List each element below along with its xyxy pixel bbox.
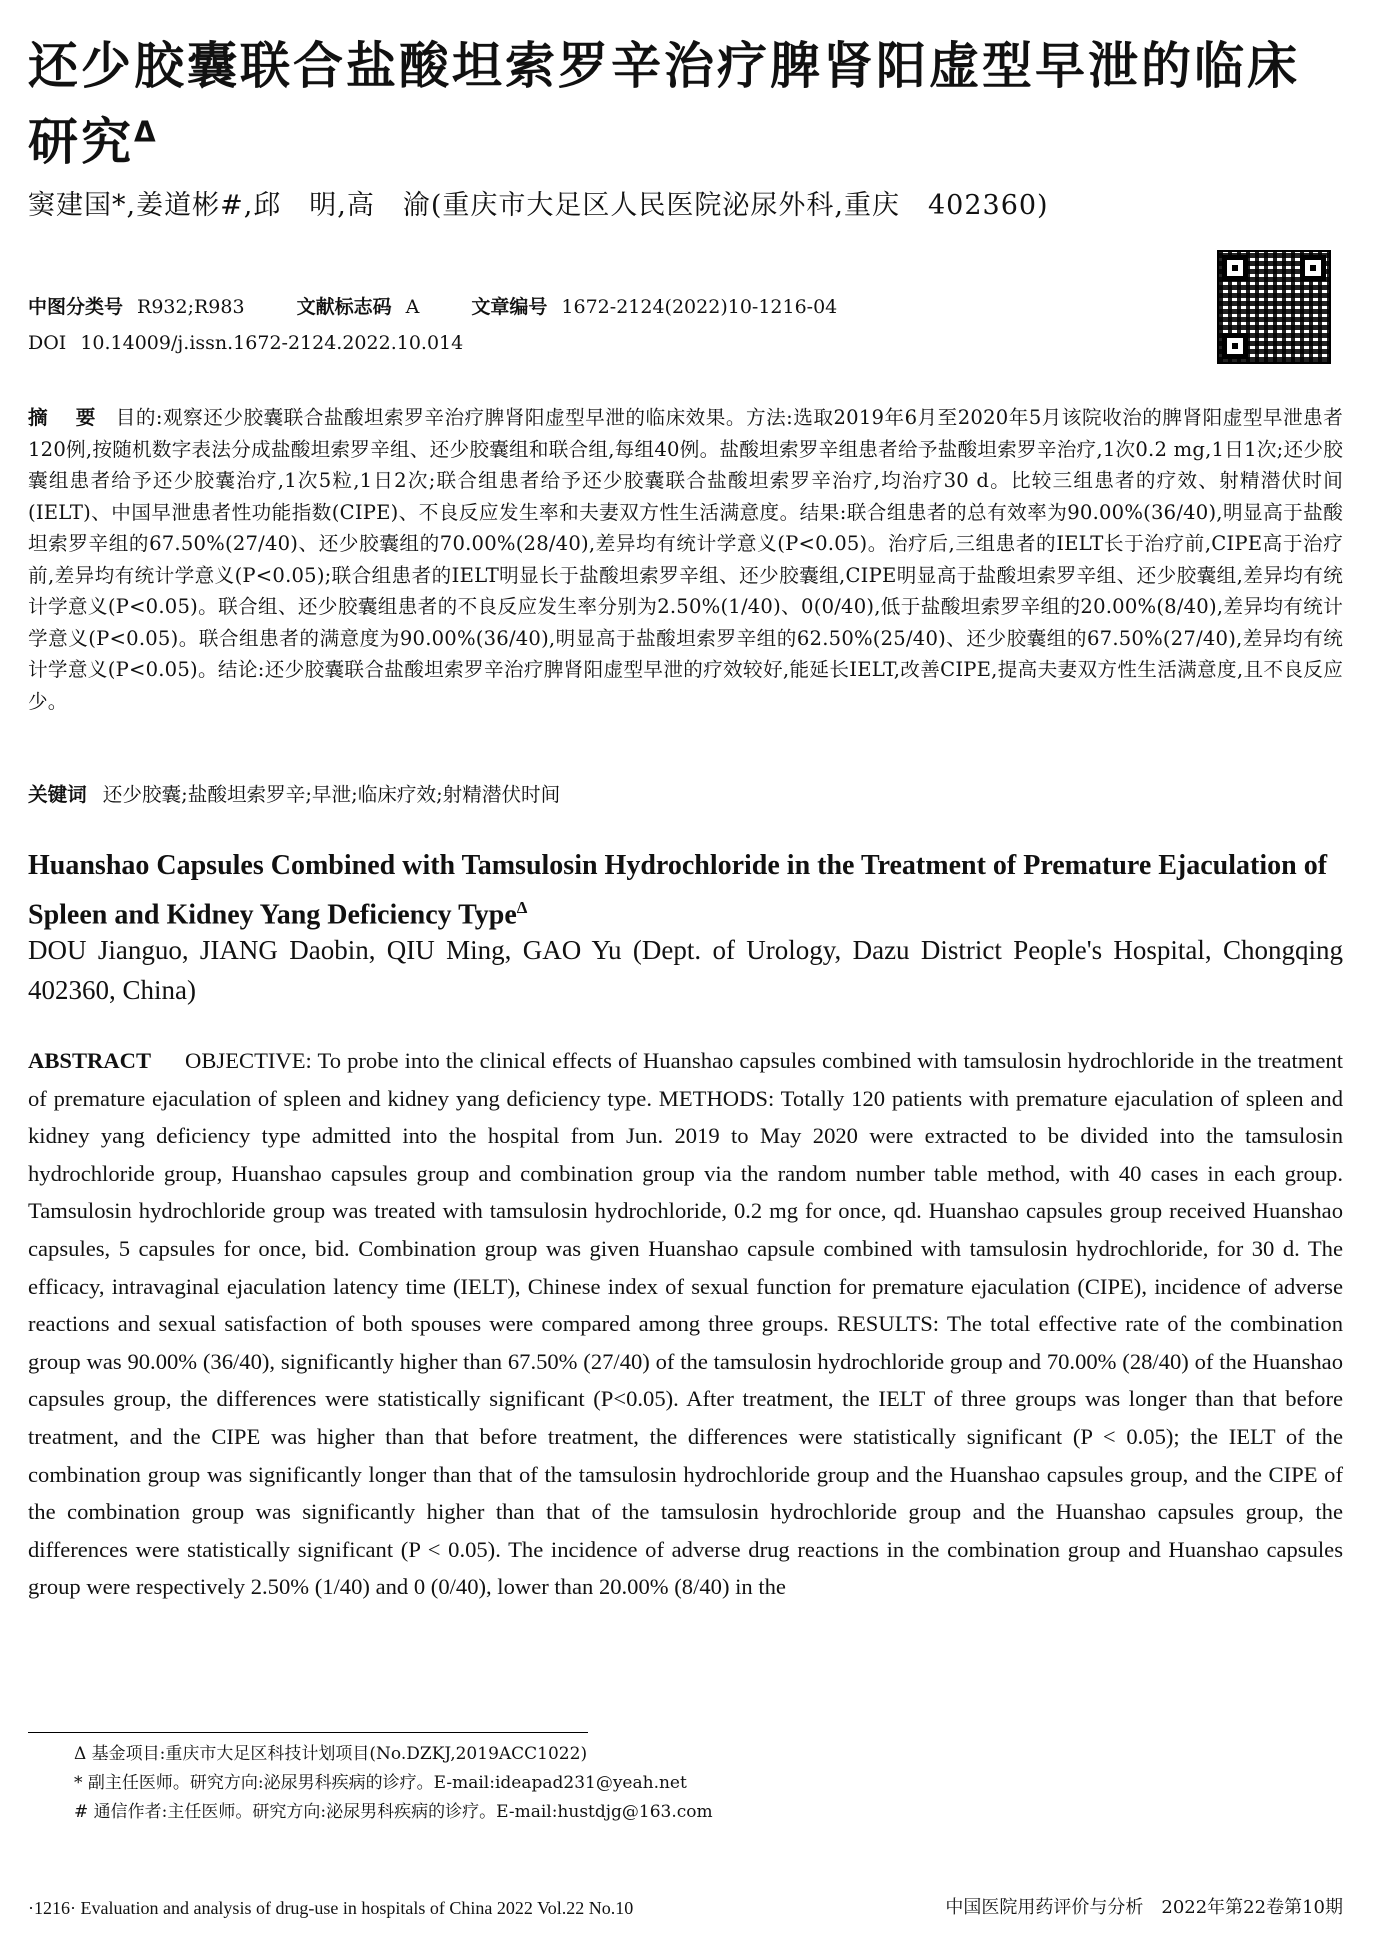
chinese-title <box>28 0 1343 180</box>
english-abstract-label: ABSTRACT <box>28 1048 152 1073</box>
qr-finder-top-right <box>1300 255 1326 281</box>
footer-journal-english: ·1216· Evaluation and analysis of drug-use in hospitals of China 2022 Vol.22 No.10 <box>28 1898 634 1918</box>
article-page <box>28 0 1343 1940</box>
footnote-first-author: * 副主任医师。研究方向:泌尿男科疾病的诊疗。E-mail:ideapad231@yeah.net <box>74 1773 687 1793</box>
clc-value: R932;R983 <box>137 296 245 318</box>
chinese-abstract-text: 目的:观察还少胶囊联合盐酸坦索罗辛治疗脾肾阳虚型早泄的临床效果。方法:选取2019年6月至2020年5月该院收治的脾肾阳虚型早泄患者120例,按随机数字表法分成盐酸坦索罗辛组、还少胶囊组和联合组,每组40例。盐酸坦索罗辛组患者给予盐酸坦索罗辛治疗,1次0.2 mg,1日1次;还少胶囊组患者给予还少胶囊治疗,1次5粒,1日2次;联合组患者给予还少胶囊联合盐酸坦索罗辛治疗,均治疗30 d。比较三组患者的疗效、射精潜伏时间(IELT)、中国早泄患者性功能指数(CIPE)、不良反应发生率和夫妻双方性生活满意度。结果:联合组患者的总有效率为90.00%(36/40),明显高于盐酸坦索罗辛组的67.50%(27/40)、还少胶囊组的70.00%(28/40),差异均有统计学意义(P<0.05)。治疗后,三组患者的IELT长于治疗前,CIPE高于治疗前,差异均有统计学意义(P<0.05);联合组患者的IELT明显长于盐酸坦索罗辛组、还少胶囊组,CIPE明显高于盐酸坦索罗辛组、还少胶囊组,差异均有统计学意义(P<0.05)。联合组、还少胶囊组患者的不良反应发生率分别为2.50%(1/40)、0(0/40),低于盐酸坦索罗辛组的20.00%(8/40),差异均有统计学意义(P<0.05)。联合组患者的满意度为90.00%(36/40),明显高于盐酸坦索罗辛组的62.50%(25/40)、还少胶囊组的67.50%(27/40),差异均有统计学意义(P<0.05)。结论:还少胶囊联合盐酸坦索罗辛治疗脾肾阳虚型早泄的疗效较好,能延长IELT,改善CIPE,提高夫妻双方性生活满意度,且不良反应少。 <box>28 406 1344 713</box>
article-no-label: 文章编号 <box>471 296 548 318</box>
doi-value: 10.14009/j.issn.1672-2124.2022.10.014 <box>80 332 464 354</box>
english-title-fund-mark: Δ <box>516 898 528 917</box>
clc-label: 中图分类号 <box>28 296 124 318</box>
doc-code-label: 文献标志码 <box>296 296 392 318</box>
doc-code-value: A <box>405 296 420 318</box>
footnote-corresponding-author: # 通信作者:主任医师。研究方向:泌尿男科疾病的诊疗。E-mail:hustdjg@163.com <box>74 1802 713 1822</box>
english-authors: DOU Jianguo, JIANG Daobin, QIU Ming, GAO Yu (Dept. of Urology, Dazu District People's Hospital, Chongqing 402360, China) <box>28 935 1343 1005</box>
article-no-value: 1672-2124(2022)10-1216-04 <box>561 296 838 318</box>
qr-code-icon[interactable] <box>1217 250 1331 364</box>
doi-label: DOI <box>28 332 67 354</box>
chinese-keywords-label: 关键词 <box>28 783 87 806</box>
footnotes <box>74 1740 713 1827</box>
article-meta-row-2 <box>28 330 509 356</box>
qr-finder-bottom-left <box>1222 333 1248 359</box>
footnote-fund: Δ 基金项目:重庆市大足区科技计划项目(No.DZKJ,2019ACC1022) <box>74 1744 588 1764</box>
article-meta-row-1 <box>28 294 883 320</box>
english-abstract-text: OBJECTIVE: To probe into the clinical effects of Huanshao capsules combined with tamsulosin hydrochloride in the treatment of premature ejaculation of spleen and kidney yang deficiency type. METHODS: Totally 120 patients with premature ejaculation of spleen and kidney yang deficiency type admitted into the hospital from Jun. 2019 to May 2020 were extracted to be divided into the tamsulosin hydrochloride group, Huanshao capsules group and combination group via the random number table method, with 40 cases in each group. Tamsulosin hydrochloride group was treated with tamsulosin hydrochloride, 0.2 mg for once, qd. Huanshao capsules group received Huanshao capsules, 5 capsules for once, bid. Combination group was given Huanshao capsule combined with tamsulosin hydrochloride, for 30 d. The efficacy, intravaginal ejaculation latency time (IELT), Chinese index of sexual function for premature ejaculation (CIPE), incidence of adverse reactions and sexual satisfaction of both spouses were compared among three groups. RESULTS: The total effective rate of the combination group was 90.00% (36/40), significantly higher than 67.50% (27/40) of the tamsulosin hydrochloride group and 70.00% (28/40) of the Huanshao capsules group, the differences were statistically significant (P<0.05). After treatment, the IELT of three groups was longer than that before treatment, and the CIPE was higher than that before treatment, the differences were statistically significant (P < 0.05); the IELT of the combination group was significantly longer than that of the tamsulosin hydrochloride group and the Huanshao capsules group, and the CIPE of the combination group was significantly higher than that of the tamsulosin hydrochloride group and the Huanshao capsules group, the differences were statistically significant (P < 0.05). The incidence of adverse drug reactions in the combination group and Huanshao capsules group were respectively 2.50% (1/40) and 0 (0/40), lower than 20.00% (8/40) in the <box>28 1048 1343 1600</box>
english-title-text: Huanshao Capsules Combined with Tamsulosin Hydrochloride in the Treatment of Premature Ejaculation of Spleen and Kidney Yang Deficiency Type <box>28 850 1328 931</box>
chinese-title-text: 还少胶囊联合盐酸坦索罗辛治疗脾肾阳虚型早泄的临床研究 <box>28 37 1300 171</box>
chinese-keywords-text: 还少胶囊;盐酸坦索罗辛;早泄;临床疗效;射精潜伏时间 <box>102 783 561 806</box>
english-abstract <box>28 1042 1343 1606</box>
chinese-title-fund-mark: Δ <box>134 115 159 149</box>
footnote-divider <box>28 1732 588 1733</box>
english-title <box>28 845 1343 936</box>
chinese-abstract <box>28 402 1343 717</box>
footer-journal-chinese: 中国医院用药评价与分析 2022年第22卷第10期 <box>945 1897 1343 1918</box>
chinese-abstract-label: 摘 要 <box>28 406 100 429</box>
qr-finder-top-left <box>1222 255 1248 281</box>
chinese-authors: 窦建国*,姜道彬#,邱 明,高 渝(重庆市大足区人民医院泌尿外科,重庆 402360) <box>28 190 1049 221</box>
chinese-keywords <box>28 780 1343 810</box>
